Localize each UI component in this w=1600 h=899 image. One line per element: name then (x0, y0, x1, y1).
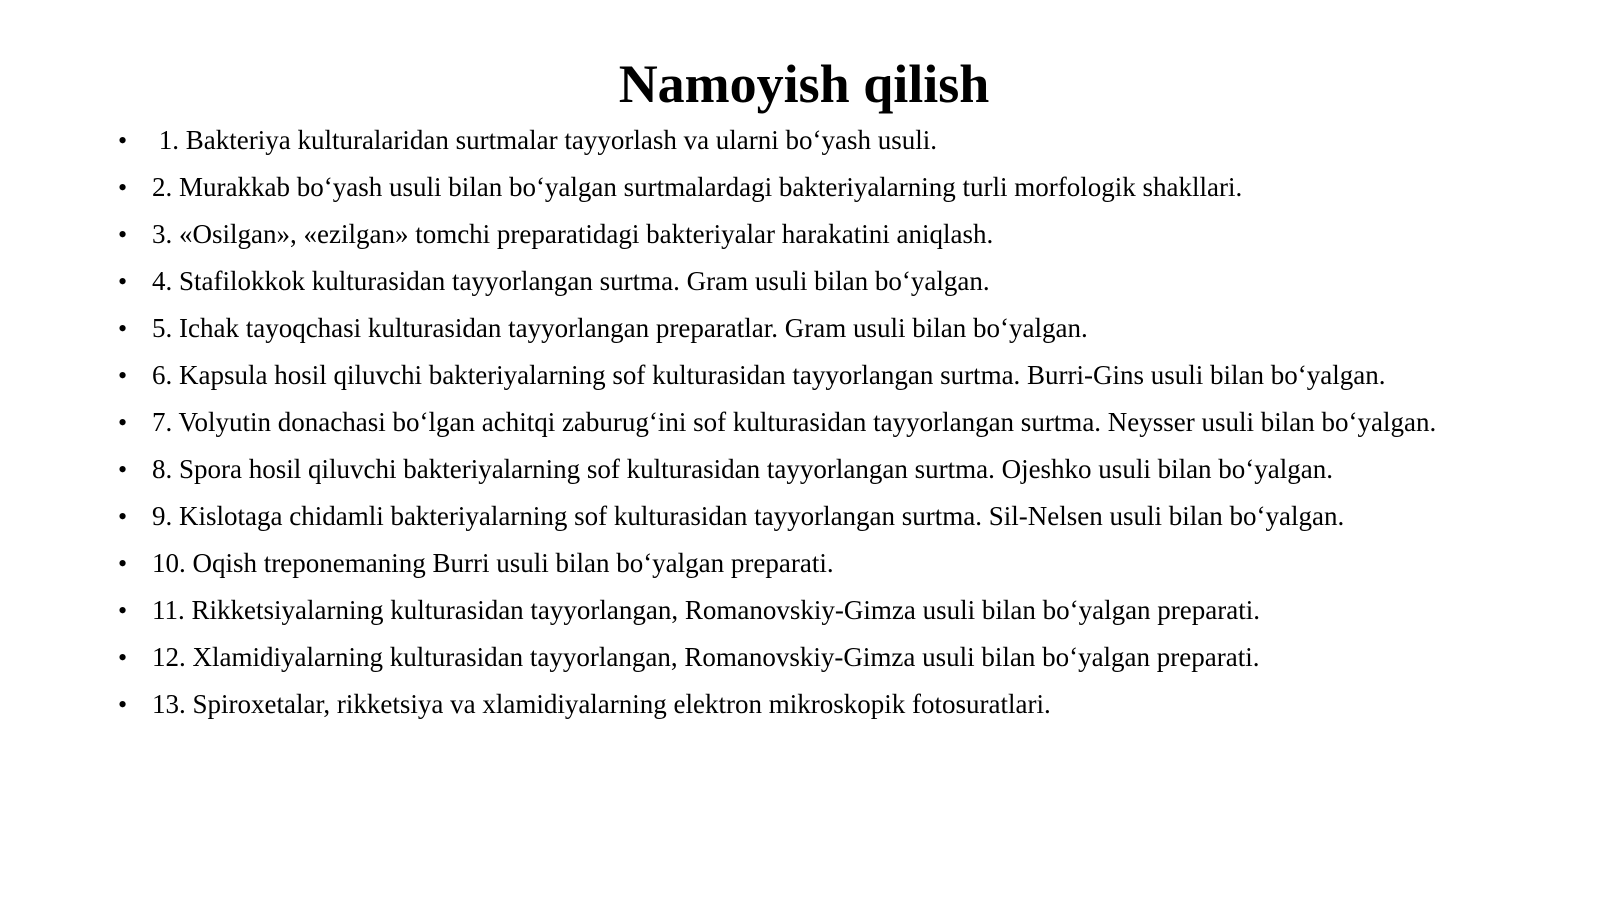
list-item (118, 407, 1507, 438)
list-item (118, 689, 1507, 720)
list-item (118, 548, 1507, 579)
list-item-text: 9. Kislotaga chidamli bakteriyalarning sof kulturasidan tayyorlangan surtma. Sil-Nelsen usuli bilan bo‘yalgan. (152, 501, 1345, 531)
list-item-text: 6. Kapsula hosil qiluvchi bakteriyalarning sof kulturasidan tayyorlangan surtma. Burri-Gins usuli bilan bo‘yalgan. (152, 360, 1386, 390)
bullet-icon: • (118, 408, 128, 437)
list-item-text: 1. Bakteriya kulturalaridan surtmalar tayyorlash va ularni bo‘yash usuli. (152, 125, 938, 155)
list-item-text: 3. «Osilgan», «ezilgan» tomchi preparatidagi bakteriyalar harakatini aniqlash. (152, 219, 994, 249)
list-item (118, 266, 1507, 297)
bullet-icon: • (118, 549, 128, 578)
list-item-text: 11. Rikketsiyalarning kulturasidan tayyorlangan, Romanovskiy-Gimza usuli bilan bo‘yalgan preparati. (152, 595, 1260, 625)
list-item (118, 313, 1507, 344)
list-item (118, 219, 1507, 250)
list-item-text: 13. Spiroxetalar, rikketsiya va xlamidiyalarning elektron mikroskopik fotosuratlari. (152, 689, 1051, 719)
bullet-icon: • (118, 314, 128, 343)
bullet-icon: • (118, 361, 128, 390)
list-item-text: 5. Ichak tayoqchasi kulturasidan tayyorlangan preparatlar. Gram usuli bilan bo‘yalgan. (152, 313, 1088, 343)
list-item (118, 360, 1507, 391)
list-item (118, 595, 1507, 626)
list-item-text: 4. Stafilokkok kulturasidan tayyorlangan surtma. Gram usuli bilan bo‘yalgan. (152, 266, 990, 296)
bullet-icon: • (118, 220, 128, 249)
bullet-icon: • (118, 690, 128, 719)
list-item (118, 454, 1507, 485)
bullet-icon: • (118, 455, 128, 484)
list-item (118, 642, 1507, 673)
list-item (118, 125, 1507, 156)
bullet-icon: • (118, 596, 128, 625)
list-item-text: 8. Spora hosil qiluvchi bakteriyalarning sof kulturasidan tayyorlangan surtma. Ojeshko usuli bilan bo‘yalgan. (152, 454, 1334, 484)
list-item-text: 2. Murakkab bo‘yash usuli bilan bo‘yalgan surtmalardagi bakteriyalarning turli morfologik shakllari. (152, 172, 1243, 202)
list-item (118, 172, 1507, 203)
list-item-text: 7. Volyutin donachasi bo‘lgan achitqi zaburug‘ini sof kulturasidan tayyorlangan surtma. Neysser usuli bilan bo‘yalgan. (152, 407, 1437, 437)
bullet-icon: • (118, 173, 128, 202)
bullet-icon: • (118, 502, 128, 531)
list-item-text: 10. Oqish treponemaning Burri usuli bilan bo‘yalgan preparati. (152, 548, 834, 578)
slide-title: Namoyish qilish (618, 54, 990, 114)
bullet-icon: • (118, 267, 128, 296)
list-item (118, 501, 1507, 532)
list-item-text: 12. Xlamidiyalarning kulturasidan tayyorlangan, Romanovskiy-Gimza usuli bilan bo‘yalgan preparati. (152, 642, 1260, 672)
demonstration-list (118, 125, 1518, 736)
bullet-icon: • (118, 126, 128, 155)
bullet-icon: • (118, 643, 128, 672)
